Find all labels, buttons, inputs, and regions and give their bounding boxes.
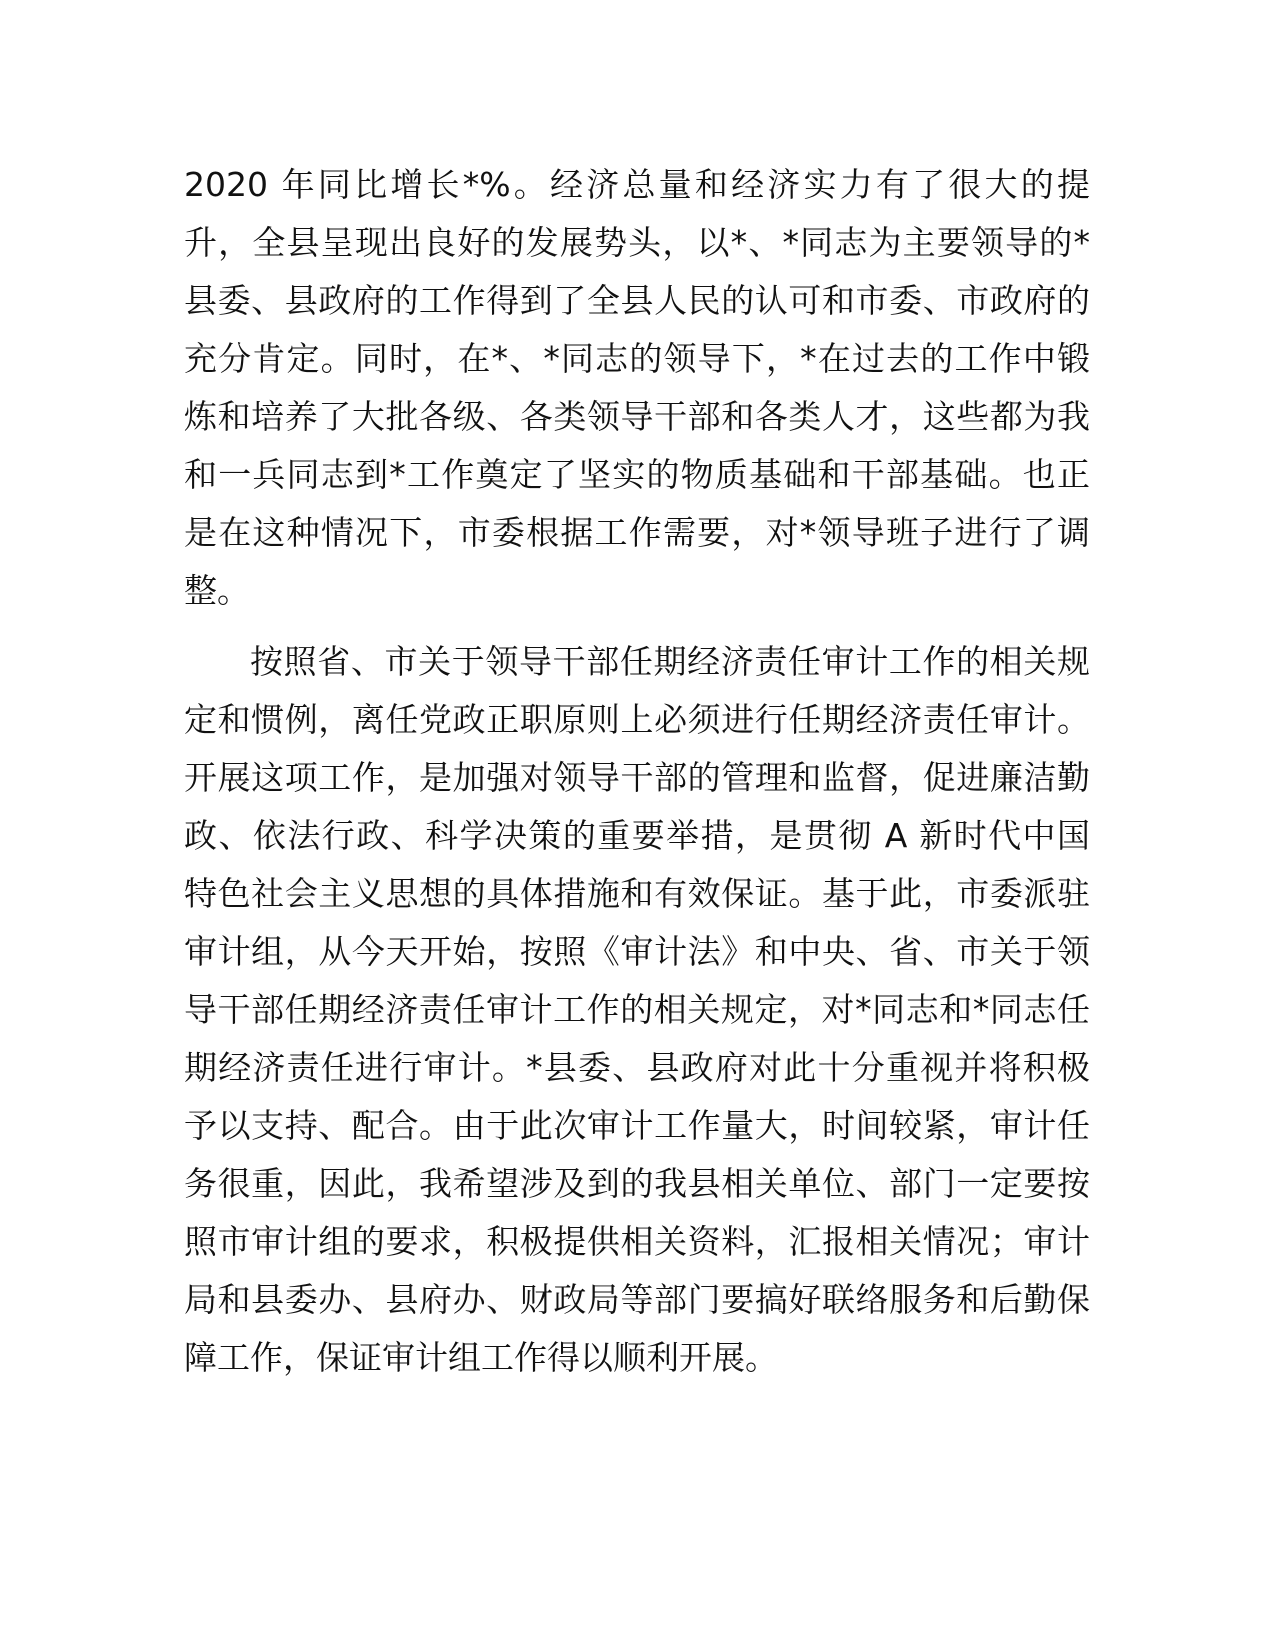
paragraph-line: 2020 年同比增长*%。经济总量和经济实力有了很大的提 xyxy=(184,165,1090,204)
paragraph-line: 特色社会主义思想的具体措施和有效保证。基于此，市委派驻 xyxy=(184,874,1090,913)
paragraph-line: 炼和培养了大批各级、各类领导干部和各类人才，这些都为我 xyxy=(184,397,1090,436)
paragraph-line: 照市审计组的要求，积极提供相关资料，汇报相关情况；审计 xyxy=(184,1222,1090,1261)
paragraph-line: 县委、县政府的工作得到了全县人民的认可和市委、市政府的 xyxy=(184,281,1090,320)
paragraph-line: 开展这项工作，是加强对领导干部的管理和监督，促进廉洁勤 xyxy=(184,758,1090,797)
paragraph-line: 审计组，从今天开始，按照《审计法》和中央、省、市关于领 xyxy=(184,932,1090,971)
paragraph-line: 期经济责任进行审计。*县委、县政府对此十分重视并将积极 xyxy=(184,1048,1090,1087)
paragraph-line: 务很重，因此，我希望涉及到的我县相关单位、部门一定要按 xyxy=(184,1164,1090,1203)
paragraph-line: 是在这种情况下，市委根据工作需要，对*领导班子进行了调 xyxy=(184,513,1090,552)
paragraph-line: 局和县委办、县府办、财政局等部门要搞好联络服务和后勤保 xyxy=(184,1280,1090,1319)
paragraph-line: 障工作，保证审计组工作得以顺利开展。 xyxy=(184,1338,778,1377)
paragraph-2 xyxy=(184,633,1090,1387)
paragraph-line: 导干部任期经济责任审计工作的相关规定，对*同志和*同志任 xyxy=(184,990,1090,1029)
paragraph-line: 和一兵同志到*工作奠定了坚实的物质基础和干部基础。也正 xyxy=(184,455,1090,494)
paragraph-line: 政、依法行政、科学决策的重要举措，是贯彻 A 新时代中国 xyxy=(184,816,1090,855)
paragraph-1 xyxy=(184,156,1090,620)
paragraph-line: 充分肯定。同时，在*、*同志的领导下，*在过去的工作中锻 xyxy=(184,339,1090,378)
paragraph-line: 定和惯例，离任党政正职原则上必须进行任期经济责任审计。 xyxy=(184,700,1090,739)
paragraph-line: 整。 xyxy=(184,571,250,610)
paragraph-line: 升，全县呈现出良好的发展势头，以*、*同志为主要领导的* xyxy=(184,223,1090,262)
paragraph-line: 予以支持、配合。由于此次审计工作量大，时间较紧，审计任 xyxy=(184,1106,1090,1145)
paragraph-line: 按照省、市关于领导干部任期经济责任审计工作的相关规 xyxy=(250,642,1090,681)
